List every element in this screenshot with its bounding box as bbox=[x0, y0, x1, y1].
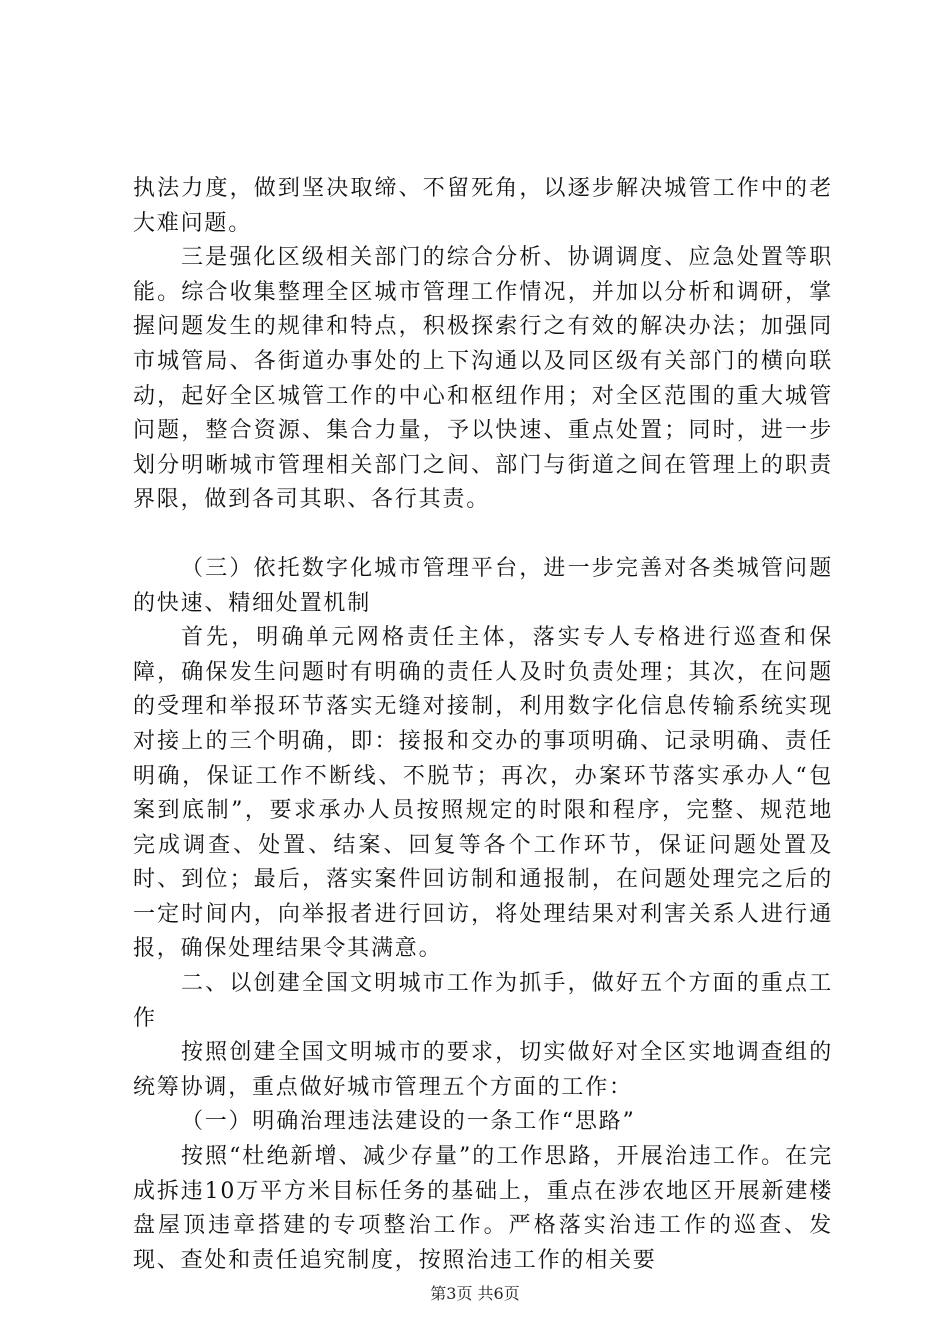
section-heading-3: （三）依托数字化城市管理平台，进一步完善对各类城管问题的快速、精细处置机制 bbox=[133, 555, 833, 616]
page-number-footer: 第3页 共6页 bbox=[430, 1284, 520, 1303]
paragraph-1: 执法力度，做到坚决取缔、不留死角，以逐步解决城管工作中的老大难问题。 bbox=[133, 176, 833, 236]
document-body bbox=[133, 172, 833, 1278]
paragraph-2: 三是强化区级相关部门的综合分析、协调调度、应急处置等职能。综合收集整理全区城市管理工作情况，并加以分析和调研，掌握问题发生的规律和特点，积极探索行之有效的解决办法；加强同市城管局、各街道办事处的上下沟通以及同区级有关部门的横向联动，起好全区城管工作的中心和枢纽作用；对全区范围的重大城管问题，整合资源、集合力量，予以快速、重点处置；同时，进一步划分明晰城市管理相关部门之间、部门与街道之间在管理上的职责界限，做到各司其职、各行其责。 bbox=[133, 245, 833, 513]
section-spacer bbox=[133, 518, 833, 552]
subsection-heading-1: （一）明确治理违法建设的一条工作“思路” bbox=[181, 1109, 636, 1135]
paragraph-4: 首先，明确单元网格责任主体，落实专人专格进行巡查和保障，确保发生问题时有明确的责任人及时负责处理；其次，在问题的受理和举报环节落实无缝对接制，利用数字化信息传输系统实现对接上的三个明确，即：接报和交办的事项明确、记录明确、责任明确，保证工作不断线、不脱节；再次，办案环节落实承办人“包案到底制”，要求承办人员按照规定的时限和程序，完整、规范地完成调查、处置、结案、回复等各个工作环节，保证问题处置及时、到位；最后，落实案件回访制和通报制，在问题处理完之后的一定时间内，向举报者进行回访，将处理结果对利害关系人进行通报，确保处理结果令其满意。 bbox=[133, 625, 833, 962]
paragraph-6: 按照创建全国文明城市的要求，切实做好对全区实地调查组的统筹协调，重点做好城市管理五个方面的工作： bbox=[133, 1040, 833, 1100]
paragraph-8: 按照“杜绝新增、减少存量”的工作思路，开展治违工作。在完成拆违10万平方米目标任务的基础上，重点在涉农地区开展新建楼盘屋顶违章搭建的专项整治工作。严格落实治违工作的巡查、发现、查处和责任追究制度，按照治违工作的相关要 bbox=[133, 1144, 833, 1273]
section-heading-2: 二、以创建全国文明城市工作为抓手，做好五个方面的重点工作 bbox=[133, 971, 833, 1031]
